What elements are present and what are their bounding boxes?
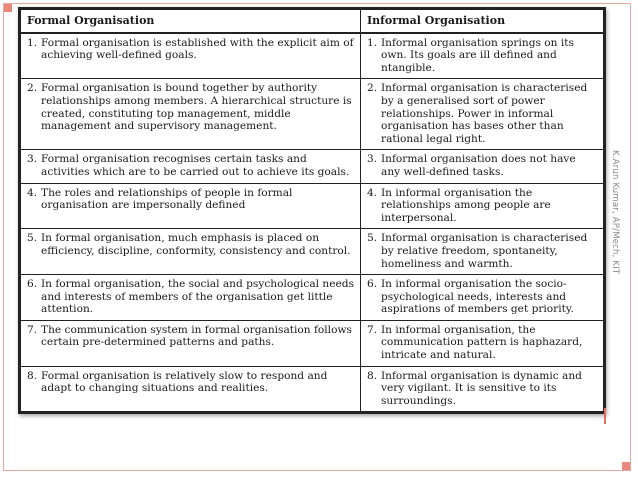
item-number: 8. bbox=[367, 369, 378, 382]
table-row bbox=[21, 229, 604, 275]
formal-cell bbox=[21, 79, 361, 150]
table-row bbox=[21, 150, 604, 183]
table-row bbox=[21, 183, 604, 229]
informal-cell bbox=[361, 229, 604, 275]
item-number: 3. bbox=[367, 153, 378, 166]
informal-cell bbox=[361, 320, 604, 366]
item-number: 3. bbox=[27, 153, 38, 166]
item-text: In formal organisation, much emphasis is placed on efficiency, discipline, conformity, consistency and control. bbox=[41, 232, 351, 257]
item-text: In informal organisation the socio-psychological needs, interests and aspirations of members get priority. bbox=[381, 278, 574, 316]
table-row bbox=[21, 366, 604, 412]
item-number: 2. bbox=[27, 82, 38, 95]
item-text: Formal organisation is bound together by authority relationships among members. A hierarchical structure is created, constituting top management, middle management and supervisory management. bbox=[41, 82, 352, 133]
header-formal: Formal Organisation bbox=[21, 10, 361, 33]
author-side-label: K.Arun Kumar, AP/Mech, KIT bbox=[610, 150, 620, 275]
item-number: 8. bbox=[27, 369, 38, 382]
item-text: Informal organisation does not have any well-defined tasks. bbox=[381, 153, 576, 178]
item-number: 4. bbox=[27, 186, 38, 199]
formal-cell bbox=[21, 183, 361, 229]
item-text: Informal organisation is dynamic and very vigilant. It is sensitive to its surroundings. bbox=[381, 369, 582, 407]
item-number: 4. bbox=[367, 186, 378, 199]
formal-cell bbox=[21, 33, 361, 79]
item-text: The communication system in formal organisation follows certain pre-determined patterns and paths. bbox=[41, 323, 352, 349]
item-number: 6. bbox=[27, 278, 38, 291]
table-row bbox=[21, 275, 604, 321]
table-row bbox=[21, 320, 604, 366]
table-row bbox=[21, 79, 604, 150]
item-number: 7. bbox=[27, 323, 38, 336]
comparison-table bbox=[18, 7, 606, 414]
corner-accent bbox=[4, 4, 12, 12]
informal-cell bbox=[361, 79, 604, 150]
formal-cell bbox=[21, 150, 361, 183]
edge-accent-mark bbox=[604, 408, 606, 424]
item-text: Formal organisation recognises certain tasks and activities which are to be carried out to achieve its goals. bbox=[41, 153, 350, 178]
item-number: 1. bbox=[27, 36, 38, 49]
header-informal: Informal Organisation bbox=[361, 10, 604, 33]
item-text: The roles and relationships of people in formal organisation are impersonally defined bbox=[41, 186, 293, 212]
item-number: 5. bbox=[27, 232, 38, 245]
informal-cell bbox=[361, 366, 604, 412]
item-number: 5. bbox=[367, 232, 378, 245]
item-text: Informal organisation springs on its own. Its goals are ill defined and ntangible. bbox=[381, 36, 574, 74]
item-text: Formal organisation is established with the explicit aim of achieving well-defined goals. bbox=[41, 36, 354, 62]
informal-cell bbox=[361, 275, 604, 321]
formal-cell bbox=[21, 320, 361, 366]
informal-cell bbox=[361, 33, 604, 79]
item-text: In informal organisation the relationships among people are interpersonal. bbox=[381, 186, 551, 224]
item-text: In informal organisation, the communication pattern is haphazard, intricate and natural. bbox=[381, 323, 583, 362]
table-row bbox=[21, 33, 604, 79]
table-header-row bbox=[21, 10, 604, 33]
formal-cell bbox=[21, 229, 361, 275]
item-number: 6. bbox=[367, 278, 378, 291]
item-text: Informal organisation is characterised by relative freedom, spontaneity, homeliness and warmth. bbox=[381, 232, 588, 270]
corner-accent bbox=[622, 462, 630, 470]
item-number: 7. bbox=[367, 323, 378, 336]
item-text: In formal organisation, the social and psychological needs and interests of members of the organisation get little attention. bbox=[41, 278, 355, 316]
informal-cell bbox=[361, 150, 604, 183]
item-number: 2. bbox=[367, 82, 378, 95]
item-text: Formal organisation is relatively slow to respond and adapt to changing situations and realities. bbox=[41, 369, 328, 395]
informal-cell bbox=[361, 183, 604, 229]
formal-cell bbox=[21, 275, 361, 321]
formal-cell bbox=[21, 366, 361, 412]
item-number: 1. bbox=[367, 36, 378, 49]
item-text: Informal organisation is characterised by a generalised sort of power relationships. Power in informal organisation has bases other than rational legal right. bbox=[381, 82, 588, 145]
